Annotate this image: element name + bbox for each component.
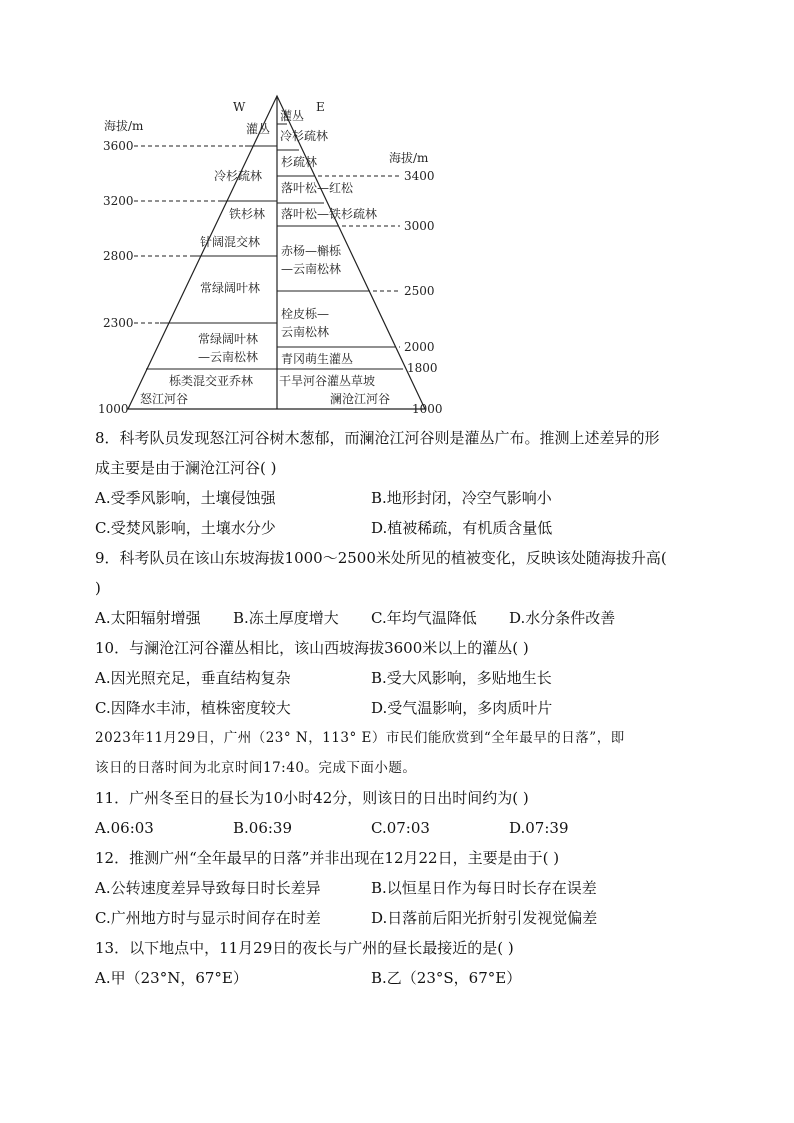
option-c[interactable]: C.07:03 [371,819,430,837]
option-a[interactable]: A.受季风影响，土壤侵蚀强 [95,489,276,507]
nujiang-valley: 怒江河谷 [140,392,189,406]
right-tick: 1000 [412,402,443,416]
option-a[interactable]: A.公转速度差异导致每日时长差异 [95,879,321,897]
option-d[interactable]: D.植被稀疏，有机质含量低 [371,519,553,537]
east-belt-cork-1: 栓皮栎— [281,307,330,321]
question-12-options-row-1 [95,873,715,903]
west-belt-evergreen-pine-2: —云南松林 [198,350,259,364]
east-belt-larch-pine: 落叶松—红松 [281,181,354,195]
intro-line-2: 该日的日落时间为北京时间17:40。完成下面小题。 [95,760,417,776]
option-c[interactable]: C.因降水丰沛，植株密度较大 [95,699,291,717]
option-c[interactable]: C.年均气温降低 [371,609,477,627]
right-axis-title: 海拔/m [389,151,429,165]
left-tick: 3200 [103,194,134,208]
question-9-stem-1: 9．科考队员在该山东坡海拔1000～2500米处所见的植被变化，反映该处随海拔升高( [95,549,667,567]
question-8-options-row-2 [95,513,715,543]
option-d[interactable]: D.日落前后阳光折射引发视觉偏差 [371,909,598,927]
east-belt-fir-sparse: 杉疏林 [281,155,318,169]
east-belt-cork-2: 云南松林 [281,325,330,339]
option-d[interactable]: D.受气温影响，多肉质叶片 [371,699,553,717]
left-axis-title: 海拔/m [104,119,144,133]
question-8-stem-2: 成主要是由于澜沧江河谷( ) [95,459,277,477]
question-13-stem: 13．以下地点中，11月29日的夜长与广州的昼长最接近的是( ) [95,939,514,957]
west-belt-fir: 冷杉疏林 [214,169,263,183]
question-10-options-row-2 [95,693,715,723]
question-12-options-row-2 [95,903,715,933]
question-block [95,423,715,993]
east-belt-oak-shrub: 青冈萌生灌丛 [281,352,354,366]
east-belt-larch-hemlock: 落叶松—铁杉疏林 [281,207,378,221]
option-a[interactable]: A.06:03 [95,819,154,837]
east-belt-alder-2: —云南松林 [281,262,342,276]
right-tick: 3000 [404,219,435,233]
option-c[interactable]: C.受焚风影响，土壤水分少 [95,519,276,537]
east-belt-alder-1: 赤杨—槲栎 [281,244,342,258]
option-c[interactable]: C.广州地方时与显示时间存在时差 [95,909,321,927]
east-label: E [316,100,325,114]
option-b[interactable]: B.06:39 [233,819,293,837]
right-tick: 3400 [404,169,435,183]
question-10-options-row-1 [95,663,715,693]
west-belt-mixed: 针阔混交林 [200,235,261,249]
west-belt-evergreen-pine-1: 常绿阔叶林 [198,332,259,346]
right-tick: 2000 [404,340,435,354]
option-b[interactable]: B.地形封闭，冷空气影响小 [371,489,552,507]
question-9-stem-2: ) [95,579,101,597]
east-belt-dry-valley: 干旱河谷灌丛草坡 [279,374,376,388]
option-d[interactable]: D.水分条件改善 [509,609,616,627]
question-8-stem-1: 8．科考队员发现怒江河谷树木葱郁，而澜沧江河谷则是灌丛广布。推测上述差异的形 [95,429,660,447]
option-b[interactable]: B.受大风影响，多贴地生长 [371,669,552,687]
intro-line-1: 2023年11月29日，广州（23° N，113° E）市民们能欣赏到“全年最早的日落”，即 [95,730,625,746]
question-11-options [95,813,715,843]
east-belt-shrub: 灌丛 [280,109,305,123]
question-9-options [95,603,715,633]
west-label: W [233,100,246,114]
option-d[interactable]: D.07:39 [509,819,569,837]
right-tick: 1800 [407,361,438,375]
question-13-options [95,963,715,993]
west-belt-hemlock: 铁杉林 [229,207,266,221]
left-tick: 3600 [103,139,134,153]
vegetation-zone-diagram [0,0,794,420]
west-belt-shrub: 灌丛 [246,122,271,136]
right-tick: 2500 [404,284,435,298]
option-a[interactable]: A.因光照充足，垂直结构复杂 [95,669,291,687]
west-belt-evergreen: 常绿阔叶林 [200,281,261,295]
left-tick: 2800 [103,249,134,263]
option-b[interactable]: B.以恒星日作为每日时长存在误差 [371,879,597,897]
question-8-options-row-1 [95,483,715,513]
left-tick: 2300 [103,316,134,330]
east-belt-fir: 冷杉疏林 [280,129,329,143]
question-10-stem: 10．与澜沧江河谷灌丛相比，该山西坡海拔3600米以上的灌丛( ) [95,639,529,657]
left-tick: 1000 [98,402,129,416]
question-11-stem: 11．广州冬至日的昼长为10小时42分，则该日的日出时间约为( ) [95,789,529,807]
option-a[interactable]: A.太阳辐射增强 [95,609,201,627]
lancang-valley: 澜沧江河谷 [330,392,391,406]
option-b[interactable]: B.乙（23°S，67°E） [371,969,522,987]
west-belt-oak: 栎类混交亚乔林 [169,374,254,388]
question-12-stem: 12．推测广州“全年最早的日落”并非出现在12月22日，主要是由于( ) [95,849,560,867]
option-b[interactable]: B.冻土厚度增大 [233,609,339,627]
option-a[interactable]: A.甲（23°N，67°E） [95,969,248,987]
